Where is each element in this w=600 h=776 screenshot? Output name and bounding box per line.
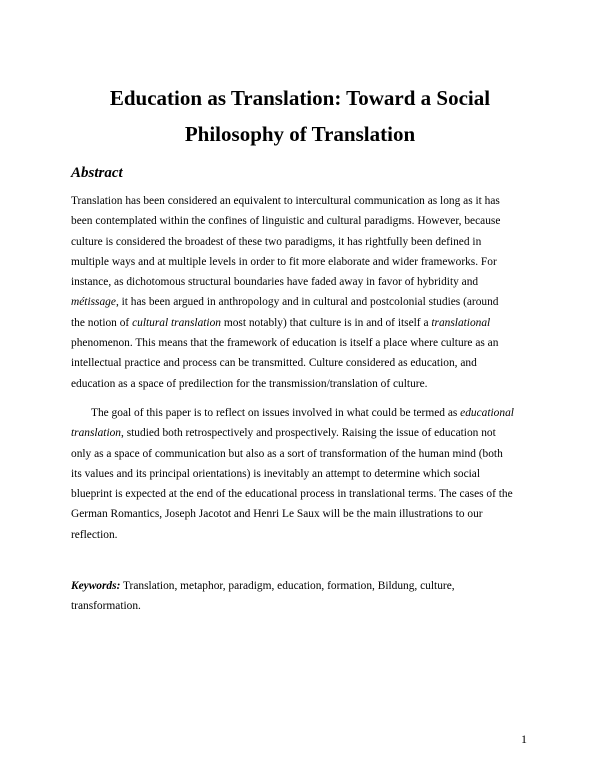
text-run: instance, as dichotomous structural boundaries have faded away in favor of hybridity and xyxy=(71,276,479,289)
text-run: only as a space of communication but also as a sort of transformation of the human mind (both xyxy=(71,447,503,460)
text-line xyxy=(71,313,531,333)
text-run: The goal of this paper is to reflect on issues involved in what could be termed as xyxy=(91,407,461,419)
italic-term: cultural translation xyxy=(132,316,221,329)
text-line xyxy=(71,211,531,231)
text-line xyxy=(71,444,531,464)
text-line xyxy=(71,232,531,252)
paper-title-line-2: Philosophy of Translation xyxy=(184,122,416,146)
text-run: intellectual practice and process can be transmitted. Culture considered as education, and xyxy=(71,357,477,370)
italic-term: métissage xyxy=(71,296,116,309)
text-line xyxy=(71,484,531,504)
text-run: Translation has been considered an equivalent to intercultural communication as long as it has xyxy=(71,195,500,207)
keywords-label: Keywords: xyxy=(71,580,121,592)
text-run: education as a space of predilection for the transmission/translation of culture. xyxy=(71,377,428,390)
text-line xyxy=(71,191,531,211)
abstract-paragraph-1 xyxy=(71,191,531,394)
text-line xyxy=(71,525,531,545)
text-line xyxy=(71,464,531,484)
page-number: 1 xyxy=(521,732,527,746)
text-line xyxy=(71,353,531,373)
text-line xyxy=(71,403,531,423)
text-run: been contemplated within the confines of linguistic and cultural paradigms. However, because xyxy=(71,215,501,228)
text-line xyxy=(71,292,531,312)
text-line xyxy=(71,374,531,394)
text-run: multiple ways and at multiple levels in order to fit more elaborate and wider frameworks. For xyxy=(71,255,497,268)
paper-title-line-1: Education as Translation: Toward a Social xyxy=(109,86,491,110)
text-run: its values and its principal orientations) is inevitably an attempt to determine which social xyxy=(71,467,481,480)
keywords-list: Translation, metaphor, paradigm, education, formation, Bildung, culture, xyxy=(120,580,455,592)
text-line xyxy=(71,423,531,443)
keywords-line-1 xyxy=(71,576,531,596)
text-line xyxy=(71,272,531,292)
text-run: most notably) that culture is in and of itself a xyxy=(220,316,432,329)
text-run: German Romantics, Joseph Jacotot and Henri Le Saux will be the main illustrations to our xyxy=(71,508,483,521)
text-line xyxy=(71,252,531,272)
text-run: , it has been argued in anthropology and in cultural and postcolonial studies (around xyxy=(115,296,499,309)
text-run: phenomenon. This means that the framework of education is itself a place where culture as an xyxy=(71,337,499,350)
text-run: blueprint is expected at the end of the educational process in translational terms. The cases of the xyxy=(71,488,513,501)
keywords-line-2: transformation. xyxy=(71,600,141,613)
text-line xyxy=(71,333,531,353)
italic-term: translation xyxy=(71,427,122,440)
abstract-paragraph-2 xyxy=(71,403,531,545)
text-run: culture is considered the broadest of these two paradigms, it has rightfully been defined in xyxy=(71,235,482,248)
italic-term: translational xyxy=(431,316,491,329)
abstract-heading: Abstract xyxy=(71,165,123,181)
italic-term: educational xyxy=(460,407,514,419)
keywords-block xyxy=(71,576,531,617)
text-run: reflection. xyxy=(71,528,118,541)
text-run: , studied both retrospectively and prospectively. Raising the issue of education not xyxy=(121,427,496,440)
text-line xyxy=(71,504,531,524)
text-run: the notion of xyxy=(71,316,133,329)
